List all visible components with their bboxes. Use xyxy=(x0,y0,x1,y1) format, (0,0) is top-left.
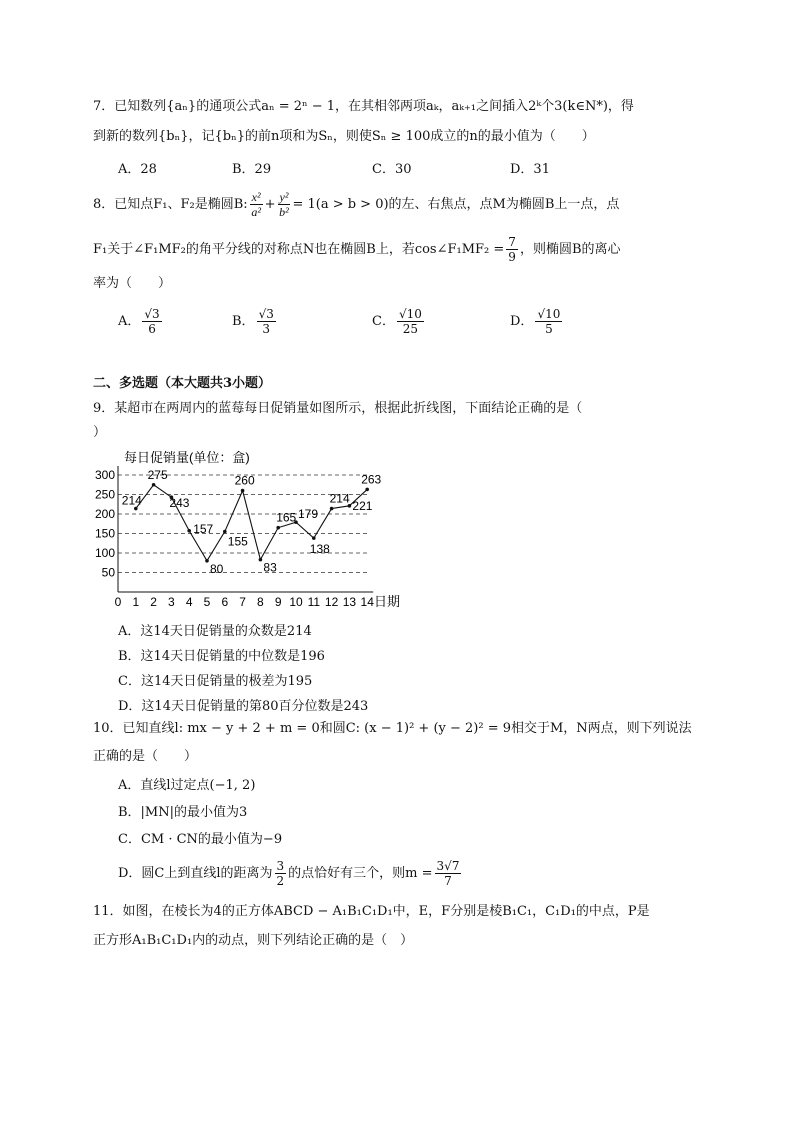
q8-line2 xyxy=(93,233,621,267)
x-tick-label: 7 xyxy=(239,595,246,609)
y-tick-label: 50 xyxy=(101,565,115,580)
y-tick-label: 100 xyxy=(94,546,115,560)
q11-line1: 11．如图，在棱长为4的正方体ABCD − A₁B₁C₁D₁中，E，F分别是棱B₁C₁，C₁D₁的中点，P是 xyxy=(93,904,650,919)
data-point xyxy=(330,507,334,511)
x-tick-label: 1 xyxy=(132,595,140,609)
data-label: 165 xyxy=(276,510,297,525)
x-tick-label: 3 xyxy=(168,595,175,609)
q7-line1: 7．已知数列{aₙ}的通项公式aₙ = 2ⁿ − 1，在其相邻两项aₖ，aₖ₊₁之间插入2ᵏ个3(k∈N*)，得 xyxy=(93,99,634,114)
section-multi-choice-heading: 二、多选题（本大题共3小题） xyxy=(93,376,272,391)
data-label: 214 xyxy=(121,493,142,508)
q8-line1 xyxy=(93,188,619,222)
data-point xyxy=(152,483,156,487)
x-tick-label: 10 xyxy=(289,595,303,609)
data-label: 263 xyxy=(361,472,382,487)
data-point xyxy=(259,558,263,562)
x-tick-label: 12 xyxy=(324,595,339,609)
data-label: 80 xyxy=(210,561,224,576)
q8-option-b: B． $\frac{√3}{3}$ xyxy=(232,307,274,336)
q8-line3: 率为（ ） xyxy=(93,276,172,291)
y-tick-label: 300 xyxy=(94,468,115,482)
y-tick-label: 200 xyxy=(94,507,115,521)
q7-option-b: B．29 xyxy=(232,162,272,177)
q10-option-a: A．直线l过定点(−1, 2) xyxy=(118,778,256,793)
x-tick-label: 13 xyxy=(342,595,357,609)
data-point xyxy=(187,529,191,533)
data-label: 138 xyxy=(309,542,330,557)
q9-option-b: B．这14天日促销量的中位数是196 xyxy=(118,649,325,664)
data-label: 179 xyxy=(298,507,319,522)
x-tick-label: 11 xyxy=(307,595,321,609)
q10-option-d: D．圆C上到直线l的距离为 $\frac{3}{2}$ 的点恰好有三个，则m = $\frac{3√7}{7}$ xyxy=(118,859,460,888)
q10-option-b: B．|MN|的最小值为3 xyxy=(118,805,248,820)
q8-line2-text-a: F₁关于∠F₁MF₂的角平分线的对称点N也在椭圆B上，若cos∠F₁MF₂ = xyxy=(93,242,505,257)
q7-option-c: C．30 xyxy=(372,162,412,177)
q8-line1-text-a: 8．已知点F₁、F₂是椭圆B: xyxy=(93,197,248,212)
y-tick-label: 250 xyxy=(94,487,115,502)
x-tick-label: 9 xyxy=(274,595,282,609)
q10-line1: 10．已知直线l: mx − y + 2 + m = 0和圆C: (x − 1)² + (y − 2)² = 9相交于M，N两点，则下列说法 xyxy=(93,721,692,736)
data-label: 275 xyxy=(147,467,168,482)
q8-line2-text-b: ，则椭圆B的离心 xyxy=(519,242,621,257)
q9-line1: 9．某超市在两周内的蓝莓每日促销量如图所示，根据此折线图，下面结论正确的是（ xyxy=(93,401,583,416)
q7-line2: 到新的数列{bₙ}，记{bₙ}的前n项和为Sₙ，则使Sₙ ≥ 100成立的n的最小值为（ ） xyxy=(93,129,595,144)
q8-line1-text-b: = 1(a > b > 0)的左、右焦点，点M为椭圆B上一点，点 xyxy=(292,197,620,212)
q10-option-c: C．CM · CN的最小值为−9 xyxy=(118,832,283,847)
data-point xyxy=(312,536,316,540)
chart-title: 每日促销量(单位：盒) xyxy=(124,450,250,465)
x-tick-label: 0 xyxy=(114,595,122,609)
q8-frac-cos: $\frac{7}{9}$ xyxy=(508,235,516,264)
chart-xlabel: 日期 xyxy=(374,594,401,609)
data-point xyxy=(365,488,369,492)
data-point xyxy=(276,526,280,530)
q9-option-d: D．这14天日促销量的第80百分位数是243 xyxy=(118,699,369,714)
x-tick-label: 4 xyxy=(185,595,193,609)
q8-plus: + xyxy=(264,197,276,212)
q8-frac-y: $\frac{\text{y²}}{\text{b²}}$ xyxy=(279,190,289,219)
q8-frac-x: $\frac{\text{x²}}{\text{a²}}$ xyxy=(251,190,261,219)
sales-line-chart xyxy=(88,446,401,610)
data-point xyxy=(205,559,209,563)
q11-line2: 正方形A₁B₁C₁D₁内的动点，则下列结论正确的是（ ） xyxy=(93,933,414,948)
x-tick-label: 8 xyxy=(257,595,264,609)
data-label: 157 xyxy=(193,521,214,536)
y-tick-label: 150 xyxy=(94,526,115,541)
q8-option-d: D． $\frac{√10}{5}$ xyxy=(510,307,561,336)
data-label: 83 xyxy=(263,560,277,575)
q10-line2: 正确的是（ ） xyxy=(93,749,198,764)
data-label: 260 xyxy=(234,473,255,488)
q8-option-c: C． $\frac{√10}{25}$ xyxy=(372,307,422,336)
data-label: 243 xyxy=(169,496,190,511)
x-tick-label: 14 xyxy=(360,595,374,609)
data-label: 155 xyxy=(227,534,248,549)
x-tick-label: 6 xyxy=(221,595,229,609)
data-label: 214 xyxy=(329,491,350,506)
q8-option-a: A． $\frac{√3}{6}$ xyxy=(118,307,160,336)
x-tick-label: 5 xyxy=(203,595,211,609)
q9-line2: ） xyxy=(93,425,107,440)
q7-option-d: D．31 xyxy=(510,162,550,177)
data-point xyxy=(241,489,245,493)
data-point xyxy=(223,530,227,534)
x-tick-label: 2 xyxy=(150,595,157,609)
data-label: 221 xyxy=(352,498,373,513)
q9-option-a: A．这14天日促销量的众数是214 xyxy=(118,624,312,639)
q7-option-a: A．28 xyxy=(118,162,157,177)
q9-option-c: C．这14天日促销量的极差为195 xyxy=(118,674,313,689)
